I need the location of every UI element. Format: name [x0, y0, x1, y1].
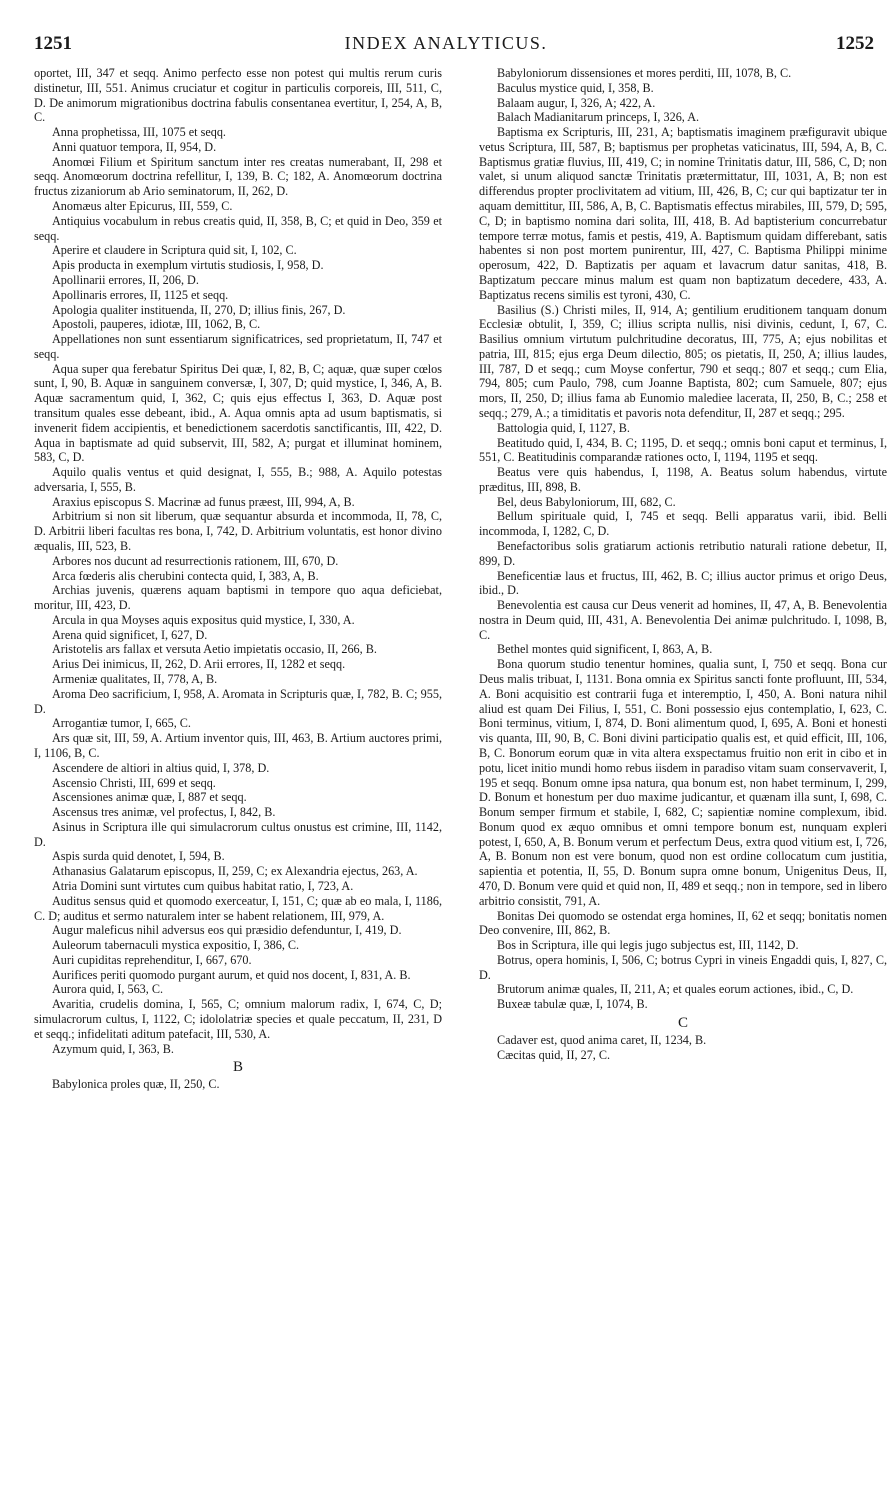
index-entry: Apis producta in exemplum virtutis studiosis, I, 958, D. [52, 258, 324, 273]
right-column [479, 66, 887, 1063]
index-entry: Cæcitas quid, II, 27, C. [497, 1047, 611, 1062]
index-entry: Anna prophetissa, III, 1075 et seqq. [52, 125, 226, 140]
index-entry: oportet, III, 347 et seqq. Animo perfecto esse non potest qui multis rerum curis distinetur, III, 551. Animus cruciatur et cogitur in particulis corporeis, III, 511, C, D. De animorum migrationibus doctrina fabulis consentanea evertitur, I, 254, A, B, C. [34, 66, 442, 125]
index-entry: Avaritia, crudelis domina, I, 565, C; omnium malorum radix, I, 674, C, D; simulacrorum cultus, I, 1122, C; idololatriæ species et quale peccatum, II, 231, D et seqq.; infidelitati aditum patefacit, III, 530, A. [34, 997, 442, 1041]
index-entry: Auri cupiditas reprehenditur, I, 667, 670. [52, 952, 252, 967]
index-entry: Aspis surda quid denotet, I, 594, B. [52, 849, 225, 864]
index-entry: Aquilo qualis ventus et quid designat, I, 555, B.; 988, A. Aquilo potestas adversaria, I, 555, B. [34, 465, 442, 494]
index-entry: Antiquius vocabulum in rebus creatis quid, II, 358, B, C; et quid in Deo, 359 et seqq. [34, 213, 442, 243]
index-entry: Appellationes non sunt essentiarum significatrices, sed proprietatum, II, 747 et seqq. [34, 332, 442, 361]
index-entry: Anomœi Filium et Spiritum sanctum inter res creatas numerabant, II, 298 et seqq. Anomœorum doctrina refellitur, I, 139, B. C; 182, A. Anomœorum doctrina fructus zizaniorum ab Ario seminatorum, II, 262, D. [34, 154, 442, 199]
page-header [0, 33, 892, 59]
section-letter: C [677, 1015, 688, 1031]
index-entry: Babyloniorum dissensiones et mores perditi, III, 1078, B, C. [497, 66, 792, 80]
index-entry: Beatus vere quis habendus, I, 1198, A. Beatus solum habendus, virtute præditus, III, 898, B. [479, 465, 887, 494]
index-entry: Brutorum animæ quales, II, 211, A; et quales eorum actiones, ibid., C, D. [497, 982, 854, 997]
index-entry: Archias juvenis, quærens aquam baptismi in tempore quo aqua deficiebat, moritur, III, 423, D. [34, 583, 442, 613]
index-entry: Aperire et claudere in Scriptura quid sit, I, 102, C. [52, 243, 297, 258]
index-entry: Auleorum tabernaculi mystica expositio, I, 386, C. [52, 938, 300, 953]
index-entry: Ars quæ sit, III, 59, A. Artium inventor quis, III, 463, B. Artium auctores primi, I, 1106, B, C. [34, 731, 442, 760]
page-number-right: 1252 [836, 33, 874, 54]
index-entry: Aurora quid, I, 563, C. [52, 982, 164, 997]
index-entry: Asinus in Scriptura ille qui simulacrorum cultus onustus est crimine, III, 1142, D. [34, 819, 442, 849]
index-entry: Balaam augur, I, 326, A; 422, A. [497, 95, 656, 110]
index-entry: Baptisma ex Scripturis, III, 231, A; baptismatis imaginem præfiguravit ubique vetus Scriptura, III, 587, B; baptismus per prophetas vaticinatus, III, 594, A, B, C. Baptismus gratiæ fluvius, III, 419, C; in nomine Trinitatis datur, III, 586, C, D; non valet, si unum aliquod sanctæ Trinitatis prætermittatur, III, 1031, A, B; non est differendus propter proclivitatem ad vitium, III, 426, B, C; cur qui baptizatur ter in aquam demittitur, III, 586, A, B, C. Baptismatis effectus mirabiles, III, 579, D; 595, C, D; in baptismo nomina dari solita, III, 418, B. Ad baptisterium concurrebatur tempore terræ motus, famis et pestis, 419, A. Baptismum quidam differebant, satis habentes si non post mortem punirentur, III, 427, C. Baptisma Philippi minime operosum, 422, D. Baptizatis per aquam et lavacrum datur sanitas, 418, B. Baptizatum peccare minus malum est quam non baptizatum decedere, 433, A. Baptizatus recens similis est tyroni, 430, C. [479, 125, 887, 302]
index-entry: Cadaver est, quod anima caret, II, 1234, B. [497, 1033, 707, 1047]
index-entry: Arrogantiæ tumor, I, 665, C. [52, 716, 191, 731]
index-entry: Apostoli, pauperes, idiotæ, III, 1062, B, C. [52, 317, 261, 332]
index-entry: Apologia qualiter instituenda, II, 270, D; illius finis, 267, D. [52, 302, 346, 317]
index-entry: Baculus mystice quid, I, 358, B. [497, 80, 654, 95]
index-entry: Arcula in qua Moyses aquis expositus quid mystice, I, 330, A. [52, 612, 355, 627]
index-entry: Arbores nos ducunt ad resurrectionis rationem, III, 670, D. [52, 553, 339, 568]
index-entry: Basilius (S.) Christi miles, II, 914, A; gentilium eruditionem tanquam donum Ecclesiæ obtulit, I, 359, C; illius scripta nullis, nisi divinis, cedunt, I, 67, C. Basilius omnium virtutum pulchritudine decoratus, III, 775, A; ejus nobilitas et patria, III, 815; ejus erga Deum dilectio, 805; os pietatis, II, 250, A; illius laudes, III, 787, D et seqq.; cum Moyse confertur, 790 et seqq.; 807 et seqq.; cum Elia, 794, 805; cum Paulo, 798, cum Joanne Baptista, 802; cum Samuele, 807; ejus mors, II, 250, D; illius fama ab Eunomio malediee lacerata, II, 250, B, C.; 258 et seqq.; 279, A.; a timiditatis et pavoris nota defenditur, II, 287 et seqq.; 295. [479, 302, 887, 420]
index-entry: Bos in Scriptura, ille qui legis jugo subjectus est, III, 1142, D. [497, 938, 799, 953]
index-entry: Benefactoribus solis gratiarum actionis retributio naturali ratione debetur, II, 899, D. [479, 539, 887, 568]
index-entry: Buxeæ tabulæ quæ, I, 1074, B. [497, 997, 648, 1012]
page-number-left: 1251 [34, 33, 72, 54]
index-entry: Beatitudo quid, I, 434, B. C; 1195, D. et seqq.; omnis boni caput et terminus, I, 551, C. Beatitudinis comparandæ rationes octo, I, 1194, 1195 et seqq. [479, 435, 887, 465]
index-entry: Bethel montes quid significent, I, 863, A, B. [497, 642, 713, 657]
index-entry: Azymum quid, I, 363, B. [52, 1041, 174, 1056]
index-entry: Aroma Deo sacrificium, I, 958, A. Aromata in Scripturis quæ, I, 782, B. C; 955, D. [34, 686, 442, 716]
index-entry: Bellum spirituale quid, I, 745 et seqq. Belli apparatus varii, ibid. Belli incommoda, I, 1282, C, D. [479, 509, 887, 539]
index-entry: Ascensiones animæ quæ, I, 887 et seqq. [52, 790, 247, 805]
section-letter: B [232, 1059, 243, 1076]
index-entry: Bel, deus Babyloniorum, III, 682, C. [497, 494, 676, 509]
index-entry: Aqua super qua ferebatur Spiritus Dei quæ, I, 82, B, C; aquæ, quæ super cœlos sunt, I, 90, B. Aquæ in sanguinem conversæ, I, 307, D; quid mystice, I, 346, A, B. Aquæ sacramentum quid, I, 362, C; quis ejus effectus I, 363, D. Aquæ post transitum quales esse debeant, ibid., A. Aqua omnis apta ad usum baptismatis, si invenerit fidem accipientis, et benedictionem sacerdotis sanctificantis, III, 422, D. Aqua in baptismate ad quid subservit, III, 582, A; purgat et illuminat hominem, 583, C, D. [34, 361, 442, 465]
index-entry: Arena quid significet, I, 627, D. [52, 627, 208, 642]
index-entry: Auditus sensus quid et quomodo exerceatur, I, 151, C; quæ ab eo mala, I, 1186, C. D; auditus et sermo naturalem inter se habent relationem, III, 979, A. [34, 893, 442, 923]
index-entry: Anni quatuor tempora, II, 954, D. [52, 139, 217, 154]
index-entry: Atria Domini sunt virtutes cum quibus habitat ratio, I, 723, A. [52, 878, 354, 893]
page-title: INDEX ANALYTICUS. [344, 33, 548, 53]
index-entry: Bonitas Dei quomodo se ostendat erga homines, II, 62 et seqq; bonitatis nomen Deo convenire, III, 862, B. [479, 908, 887, 938]
index-entry: Babylonica proles quæ, II, 250, C. [52, 1077, 220, 1092]
index-entry: Aristotelis ars fallax et versuta Aetio impietatis occasio, II, 266, B. [52, 642, 377, 657]
index-entry: Athanasius Galatarum episcopus, II, 259, C; ex Alexandria ejectus, 263, A. [52, 864, 418, 879]
left-column [34, 66, 442, 1092]
index-entry: Balach Madianitarum princeps, I, 326, A. [497, 110, 700, 125]
index-entry: Botrus, opera hominis, I, 506, C; botrus Cypri in vineis Engaddi quis, I, 827, C, D. [479, 952, 887, 982]
index-entry: Ascendere de altiori in altius quid, I, 378, D. [52, 760, 270, 775]
index-entry: Aurifices periti quomodo purgant aurum, et quid nos docent, I, 831, A. B. [52, 967, 411, 982]
index-entry: Battologia quid, I, 1127, B. [497, 420, 630, 435]
index-entry: Benevolentia est causa cur Deus venerit ad homines, II, 47, A, B. Benevolentia nostra in Deum quid, III, 431, A. Benevolentia Dei animæ pulchritudo. I, 1098, B, C. [479, 598, 887, 642]
index-entry: Ascensus tres animæ, vel profectus, I, 842, B. [52, 805, 276, 820]
index-entry: Arbitrium si non sit liberum, quæ sequantur absurda et incommoda, II, 78, C, D. Arbitrii liberi facultas res bona, I, 742, D. Arbitrium voluntatis, est honor divino æqualis, III, 523, B. [34, 509, 442, 553]
index-entry: Augur maleficus nihil adversus eos qui præsidio defenduntur, I, 419, D. [52, 923, 402, 938]
index-entry: Anomæus alter Epicurus, III, 559, C. [52, 199, 233, 214]
index-entry: Bona quorum studio tenentur homines, qualia sunt, I, 750 et seqq. Bona cur Deus malis tribuat, I, 1131. Bona omnia ex Spiritus sancti fonte profluunt, III, 534, A. Boni acquisitio est contrarii fuga et interemptio, I, 450, A. Boni natura nihil aliud est quam Dei Filius, I, 551, C. Boni possessio ejus contemplatio, I, 623, C. Boni terminus, vitium, I, 874, D. Boni alimentum quod, I, 695, A. Boni et honesti vis quanta, III, 90, B, C. Boni divini participatio qualis est, et quid efficit, III, 106, B, C. Bonorum eorum quæ in vita altera exspectamus fruitio non erit in cibo et in potu, licet initio mundi homo rebus iisdem in paradiso vitam suam conservaverit, I, 195 et seqq. Bonum omne ipsa natura, qua bonum est, non habet terminum, I, 299, D. Bonum et honestum per duo maxime judicantur, et quænam illa sunt, I, 698, C. Bonum semper firmum et stabile, I, 682, C; sapientiæ nomine complexum, ibid. Bonum quod ex æquo omnibus et omni tempore bonum est, nunquam expleri potest, I, 650, A, B. Bonum verum et perfectum Deus, extra quod vitium est, I, 726, A, B. Bonum non est vere bonum, quod non est ordine collocatum cum justitia, sapientia et potentia, II, 55, D. Bonum supra omne bonum, Unigenitus Deus, II, 470, D. Bonum vere quid et quid non, II, 489 et seqq.; non in tempore, sed in libero arbitrio consistit, 791, A. [479, 657, 887, 908]
index-entry: Apollinarii errores, II, 206, D. [52, 272, 199, 287]
index-entry: Apollinaris errores, II, 1125 et seqq. [52, 287, 229, 302]
index-entry: Arca fœderis alis cherubini contecta quid, I, 383, A, B. [52, 568, 319, 583]
index-entry: Araxius episcopus S. Macrinæ ad funus præest, III, 994, A, B. [52, 494, 355, 509]
index-entry: Armeniæ qualitates, II, 778, A, B. [52, 672, 218, 687]
index-entry: Arius Dei inimicus, II, 262, D. Arii errores, II, 1282 et seqq. [52, 657, 346, 672]
index-entry: Ascensio Christi, III, 699 et seqq. [52, 775, 216, 790]
index-entry: Beneficentiæ laus et fructus, III, 462, B. C; illius auctor primus et origo Deus, ibid., D. [479, 568, 887, 598]
